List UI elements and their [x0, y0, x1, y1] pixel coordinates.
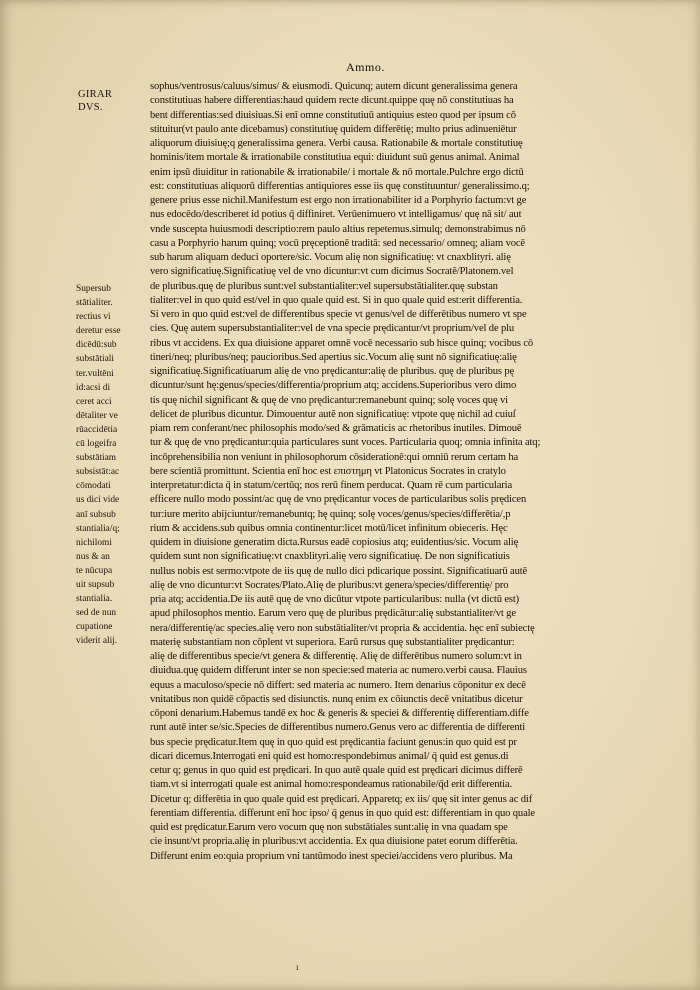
- body-text-line: alię de differentibus specie/vt genera & differentię. Alię de differētibus numero solum:vt in: [150, 651, 522, 662]
- marginal-gloss-line: nus & an: [76, 551, 110, 562]
- body-text-line: dicuntur/sunt hę:genus/species/differentia/proprium atq; accidens.Superioribus vero dimo: [150, 380, 517, 392]
- body-text-line: nus edocēdo/describeret id potius q̄ diffiniret. Verūenimuero vt intelligamus/ quę nā sit/ aut: [150, 209, 522, 221]
- body-text-line: vnitatibus non quidē cōpactis sed disiunctis. nunq enim ex cōiunctis decē vnitatibus dicetur: [150, 693, 523, 705]
- body-text-line: sub harum aliquam deduci oportere/sic. Vocum alię non significatiuę: vt cnaxblityri. alię: [150, 252, 511, 263]
- marginal-gloss-line: sed de nun: [76, 608, 117, 619]
- marginal-gloss-line: Supersub: [76, 284, 111, 294]
- body-text-line: efficere nullo modo possint/ac quę de vno prędicantur voces de particularibus solis prędicen: [150, 494, 527, 506]
- body-text-line: quidem in diuisione generatim dicta.Rursus eadē copiosius atq; euidentius/sic. Vocum alię: [150, 537, 519, 548]
- body-text-line: rium & accidens.sub quibus omnia continentur:licet motū/licet infinitum obieceris. Hęc: [150, 522, 508, 534]
- body-text-line: sophus/ventrosus/caluus/simus/ & eiusmodi. Quicunq; autem dicunt generalissima genera: [150, 81, 518, 92]
- body-text-line: est: constitutiuas aliquorū differentias antiquiores esse iis quę constituuntur/ generalissimo.q;: [150, 180, 530, 192]
- body-text-line: materię substantiam non cōplent vt superiora. Earū rursus quę substantialiter prędicantur:: [150, 636, 515, 648]
- marginal-gloss-line: rectius vi: [76, 312, 111, 323]
- marginal-gloss-line: us dici vide: [76, 495, 120, 506]
- marginal-gloss-line: cōmodati: [76, 481, 111, 492]
- author-note-line: GIRAR: [78, 89, 113, 100]
- running-head: Ammo.: [346, 60, 385, 74]
- marginal-gloss-line: nichilomi: [76, 537, 112, 548]
- marginal-gloss-line: deretur esse: [76, 326, 121, 337]
- marginal-gloss-line: stātialiter.: [76, 298, 113, 309]
- body-text-line: interpretatur:dicta q̄ in statum/certūq; nos rerū finem perducat. Quam rē cum particularia: [150, 480, 512, 491]
- marginal-gloss-line: ter.vultēni: [76, 368, 114, 379]
- marginal-gloss-line: substātiali: [76, 354, 115, 365]
- body-text-line: nullus nobis est sermo:vtpote de iis quę de nullo dici pdicarique possint. Significatiuarū autē: [150, 565, 528, 577]
- body-text-line: genere prius esse nichil.Manifestum est ergo non irrationabiliter id a Porphyrio factum:vt ge: [150, 195, 527, 206]
- body-text-line: bent differentias:sed diuisiuas.Si enī omne constitutiuū antiquius esteo quod per ipsum cō: [150, 109, 516, 121]
- body-text-line: enim ipsū diuiditur in rationabile & irrationabile/ i mortale & nō mortale.Pulchre ergo dictū: [150, 166, 524, 178]
- body-text-line: casu a Porphyrio harum quinq; vocū pręceptionē traditā: sed necessario/ omneq; aliam vocē: [150, 237, 525, 249]
- body-text-line: quidem sunt non significatiuę:vt cnaxblityri.alię vero significatiuę. De non significatiuis: [150, 551, 510, 563]
- body-text-line: hominis/item mortale & irrationabile constitutiua equi: diuidunt suū genus animal. Animal: [150, 152, 520, 164]
- body-text-line: diuidua.quę quidem differunt inter se non specie:sed materia ac numero.verbi causa. Flauius: [150, 665, 527, 677]
- marginal-gloss-line: dētaliter ve: [76, 410, 118, 421]
- marginal-gloss-line: dicēdū:sub: [76, 340, 117, 351]
- body-text-line: vero significatiuę.Significatiuę vel de vno dicuntur:vt cum dicimus Socratē/Platonem.vel: [150, 266, 514, 278]
- body-text-line: Dicetur q; differētia in quo quale quid est prędicari. Apparetq; ex iis/ quę sit inter genus ac dif: [150, 793, 533, 805]
- marginal-gloss-line: id:acsi di: [76, 382, 111, 393]
- body-text-line: bere scientiā promittunt. Scientia enī hoc est επιστημη vt Platonicus Socrates in cratylo: [150, 465, 506, 477]
- body-text-line: equus a maculoso/specie nō differt: sed materia ac numero. Item denarius cōponitur ex decē: [150, 679, 526, 691]
- marginal-gloss-line: stantialia/q;: [76, 523, 120, 534]
- marginal-gloss-line: ceret acci: [76, 396, 112, 407]
- body-text-line: Si vero in quo quid est:vel de differentibus specie vt genus/vel de differētibus numero vt spe: [150, 309, 527, 320]
- body-text-line: quid est prędicatur.Earum vero vocum quę non substātiales sunt:alię in vna quadam spe: [150, 822, 508, 833]
- body-text-line: tiam.vt si interrogati quale est animal homo:respondeamus rationabile/q̄d erit differentia.: [150, 779, 512, 791]
- body-text-line: aliquorum diuisiuę;q generalissima genera. Verbi causa. Rationabile & mortale constitutiuę: [150, 138, 523, 149]
- marginal-gloss-line: te nūcupa: [76, 565, 113, 576]
- marginal-gloss-line: viderit alij.: [76, 636, 118, 647]
- marginal-gloss-line: rūaccidētia: [76, 424, 118, 435]
- body-text-line: tur & quę de vno prędicantur:quia particulares sunt voces. Particularia quoq; omnia infinita atq;: [150, 437, 541, 449]
- body-text-line: cies. Quę autem supersubstantialiter:vel de vna specie prędicantur/vt proprium/vel de plu: [150, 323, 515, 335]
- body-text-column: [150, 80, 658, 864]
- body-text-line: nera/differentię/ac species.alię vero non substātialiter/vt propria & accidentia. hęc enī subiectę: [150, 622, 535, 634]
- body-text-line: tialiter:vel in quo quid est/vel in quo quale quid est. Si in quo quale quid est:erit differentia.: [150, 294, 523, 306]
- body-text-line: cetur q; genus in quo quid est prędicari. In quo autē quale quid est prędicari dicimus differē: [150, 765, 523, 776]
- body-text-line: vnde suscepta huiusmodi descriptio:rem paulo altius repetemus.simulq; demonstrabimus nō: [150, 223, 526, 235]
- marginal-gloss-line: stantialia.: [76, 594, 113, 605]
- marginal-gloss-line: subsistāt:ac: [76, 467, 120, 478]
- body-text-line: stituitur(vt paulo ante dicebamus) constitutiuę quidem differētię; multo prius adinueniētur: [150, 123, 517, 135]
- marginal-gloss-line: cū logeifra: [76, 439, 117, 450]
- body-text-line: apud philosophos mentio. Earum vero quę de pluribus prędicātur:alię substantialiter/vt ge: [150, 608, 516, 620]
- body-text-line: tis quę nichil significant & quę de vno prędicantur:remanebunt quinq; solę voces quę vi: [150, 394, 508, 406]
- body-text-line: significatiuę.Significatiuarum alię de vno prędicantur:alię de pluribus. quę de pluribus pę: [150, 366, 515, 377]
- marginal-gloss-line: substātiam: [76, 453, 117, 464]
- body-text-line: de pluribus.quę de pluribus sunt:vel substantialiter:vel supersubstātialiter.quę substan: [150, 280, 498, 292]
- folio-mark: ı: [296, 962, 299, 972]
- body-text-line: delicet de pluribus dicuntur. Dimouentur autē non significatiuę: vtpote quę nichil ad cuiuſ: [150, 408, 516, 420]
- marginal-gloss: [76, 282, 152, 648]
- body-text-line: runt autē inter se/sic.Species de differentibus numero.Genus vero ac differentia de differenti: [150, 722, 526, 734]
- body-text-line: bus specie prędicatur.Item quę in quo quid est prędicantia faciunt genus:in quo quid est pr: [150, 736, 517, 748]
- body-text-line: constitutiuas habere differentias:haud quidem recte dicunt.quippe quę nō constitutiuas ha: [150, 95, 514, 107]
- body-text-line: Differunt enim eo:quia proprium vni tantūmodo inest speciei/accidens vero pluribus. Ma: [150, 850, 513, 862]
- body-text-line: pria atq; accidentia.De iis autē quę de vno dicūtur vtpote particularibus: nulla (vt dictū est): [150, 594, 520, 605]
- body-text-line: ferentiam differentia. differunt enī hoc ipso/ q̄ genus in quo quid est: differentiam in quo quale: [150, 807, 535, 819]
- marginal-gloss-line: anī subsub: [76, 509, 116, 520]
- body-text-line: piam rem conferant/nec philosophis modo/sed & grāmaticis ac rhetoribus inutiles. Dimouē: [150, 423, 522, 434]
- body-text-line: cie insunt/vt propria.alię in pluribus:vt accidentia. Ex qua diuisione patet eorum differētia.: [150, 836, 518, 848]
- body-text-line: ribus vt accidens. Ex qua diuisione apparet omnē vocē necessario sub hisce quinq; vocibus cō: [150, 337, 534, 349]
- marginal-gloss-line: cupatione: [76, 622, 113, 633]
- body-text-line: tur:iure merito abijciuntur/remanebuntq; hę quinq; solę voces/genus/species/differētia/,p: [150, 508, 511, 520]
- body-text-line: incōprehensibilia non veniunt in philosophorum cōsiderationē:qui omniū rerum certam ha: [150, 451, 519, 463]
- author-note-line: DVS.: [78, 102, 103, 113]
- marginal-gloss-line: uit supsub: [76, 579, 115, 590]
- author-marginal-note: [78, 88, 140, 114]
- body-text-line: dicari dicemus.Interrogati eni quid est homo:respondebimus animal/ q̄ quid est genus.di: [150, 750, 509, 762]
- body-text-line: tineri/neq; pluribus/neq; paucioribus.Sed apertius sic.Vocum alię sunt nō significatiuę:alię: [150, 351, 517, 363]
- body-text-line: cōponi denarium.Habemus tandē ex hoc & generis & speciei & differentię differentiam.diffe: [150, 708, 529, 719]
- body-text-line: alię de vno dicuntur:vt Socrates/Plato.Alię de pluribus:vt genera/species/differentię/ pro: [150, 579, 509, 591]
